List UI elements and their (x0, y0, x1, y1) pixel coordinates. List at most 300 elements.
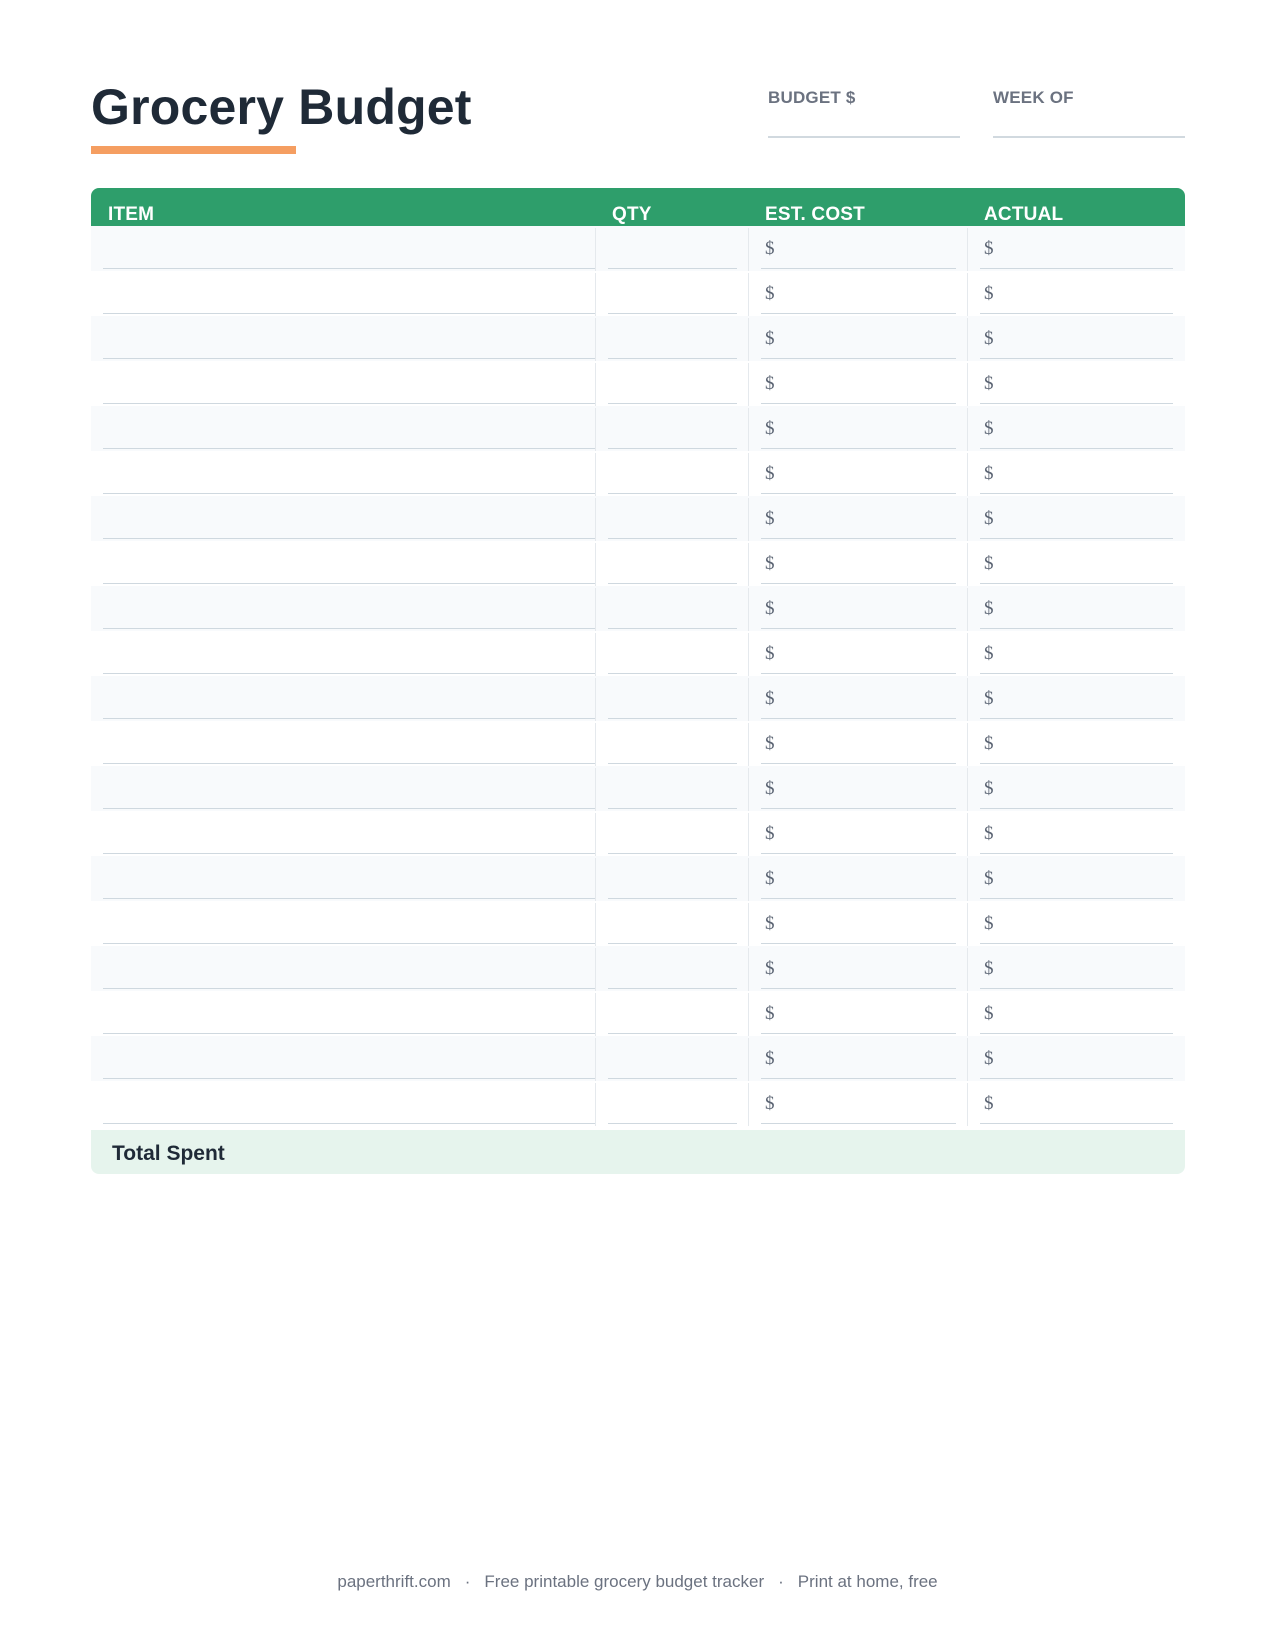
qty-cell[interactable] (595, 856, 748, 901)
column-divider (967, 363, 968, 406)
item-cell[interactable] (91, 406, 595, 451)
currency-symbol: $ (765, 733, 775, 754)
currency-symbol: $ (765, 688, 775, 709)
column-divider (967, 903, 968, 946)
actual-cell[interactable] (967, 856, 1185, 901)
item-input-line[interactable] (103, 853, 595, 855)
item-input-line[interactable] (103, 943, 595, 945)
qty-cell[interactable] (595, 541, 748, 586)
week-of-field[interactable] (993, 88, 1185, 108)
column-divider (595, 363, 596, 406)
currency-symbol: $ (765, 823, 775, 844)
qty-input-line[interactable] (608, 808, 737, 810)
currency-symbol: $ (765, 463, 775, 484)
column-divider (748, 768, 749, 811)
actual-cell[interactable] (967, 901, 1185, 946)
est-cost-input-line[interactable] (761, 1078, 956, 1080)
column-divider (595, 318, 596, 361)
est-cost-cell[interactable] (748, 496, 967, 541)
actual-cell[interactable] (967, 721, 1185, 766)
column-divider (967, 453, 968, 496)
est-cost-input-line[interactable] (761, 808, 956, 810)
actual-input-line[interactable] (980, 493, 1173, 495)
column-divider (748, 228, 749, 271)
footer (0, 1572, 1275, 1592)
table-row (91, 1081, 1185, 1126)
qty-input-line[interactable] (608, 538, 737, 540)
actual-cell[interactable] (967, 811, 1185, 856)
currency-symbol: $ (765, 418, 775, 439)
column-divider (748, 588, 749, 631)
currency-symbol: $ (984, 328, 994, 349)
actual-cell[interactable] (967, 406, 1185, 451)
actual-input-line[interactable] (980, 898, 1173, 900)
qty-cell[interactable] (595, 901, 748, 946)
currency-symbol: $ (984, 1093, 994, 1114)
item-input-line[interactable] (103, 1123, 595, 1125)
est-cost-cell[interactable] (748, 721, 967, 766)
column-divider (967, 228, 968, 271)
item-input-line[interactable] (103, 1078, 595, 1080)
currency-symbol: $ (984, 958, 994, 979)
item-input-line[interactable] (103, 898, 595, 900)
currency-symbol: $ (765, 1003, 775, 1024)
qty-cell[interactable] (595, 631, 748, 676)
item-cell[interactable] (91, 721, 595, 766)
currency-symbol: $ (765, 913, 775, 934)
est-cost-cell[interactable] (748, 316, 967, 361)
item-input-line[interactable] (103, 763, 595, 765)
column-divider (967, 633, 968, 676)
currency-symbol: $ (765, 283, 775, 304)
actual-cell[interactable] (967, 586, 1185, 631)
est-cost-input-line[interactable] (761, 268, 956, 270)
table-row (91, 991, 1185, 1036)
currency-symbol: $ (984, 778, 994, 799)
table-row (91, 496, 1185, 541)
item-cell[interactable] (91, 811, 595, 856)
currency-symbol: $ (984, 823, 994, 844)
est-cost-cell[interactable] (748, 226, 967, 271)
qty-cell[interactable] (595, 946, 748, 991)
est-cost-input-line[interactable] (761, 943, 956, 945)
actual-cell[interactable] (967, 316, 1185, 361)
qty-input-line[interactable] (608, 988, 737, 990)
table-row (91, 811, 1185, 856)
column-divider (967, 723, 968, 766)
column-divider (595, 633, 596, 676)
table-rows (91, 226, 1185, 1126)
est-cost-input-line[interactable] (761, 853, 956, 855)
est-cost-input-line[interactable] (761, 538, 956, 540)
item-cell[interactable] (91, 856, 595, 901)
actual-cell[interactable] (967, 226, 1185, 271)
qty-input-line[interactable] (608, 313, 737, 315)
column-divider (748, 363, 749, 406)
qty-cell[interactable] (595, 361, 748, 406)
qty-input-line[interactable] (608, 718, 737, 720)
currency-symbol: $ (765, 508, 775, 529)
item-cell[interactable] (91, 226, 595, 271)
currency-symbol: $ (984, 508, 994, 529)
column-divider (595, 408, 596, 451)
actual-cell[interactable] (967, 361, 1185, 406)
qty-cell[interactable] (595, 226, 748, 271)
column-divider (595, 453, 596, 496)
column-divider (967, 1083, 968, 1126)
est-cost-input-line[interactable] (761, 358, 956, 360)
column-divider (967, 768, 968, 811)
column-divider (748, 678, 749, 721)
actual-input-line[interactable] (980, 358, 1173, 360)
est-cost-cell[interactable] (748, 856, 967, 901)
column-divider (748, 633, 749, 676)
footer-description: Free printable grocery budget tracker (484, 1572, 765, 1591)
actual-input-line[interactable] (980, 268, 1173, 270)
column-divider (967, 1038, 968, 1081)
column-divider (967, 678, 968, 721)
column-divider (748, 993, 749, 1036)
title-accent-underline (91, 146, 296, 154)
column-header-item: ITEM (108, 204, 155, 225)
item-cell[interactable] (91, 631, 595, 676)
item-input-line[interactable] (103, 718, 595, 720)
est-cost-cell[interactable] (748, 766, 967, 811)
qty-cell[interactable] (595, 496, 748, 541)
est-cost-cell[interactable] (748, 991, 967, 1036)
column-divider (748, 543, 749, 586)
qty-input-line[interactable] (608, 898, 737, 900)
column-divider (967, 408, 968, 451)
table-row (91, 451, 1185, 496)
est-cost-cell[interactable] (748, 811, 967, 856)
est-cost-cell[interactable] (748, 586, 967, 631)
currency-symbol: $ (984, 733, 994, 754)
currency-symbol: $ (984, 373, 994, 394)
column-divider (748, 318, 749, 361)
column-divider (748, 723, 749, 766)
column-divider (967, 543, 968, 586)
est-cost-cell[interactable] (748, 676, 967, 721)
column-divider (967, 948, 968, 991)
est-cost-cell[interactable] (748, 631, 967, 676)
qty-cell[interactable] (595, 991, 748, 1036)
currency-symbol: $ (984, 643, 994, 664)
qty-input-line[interactable] (608, 1123, 737, 1125)
item-cell[interactable] (91, 361, 595, 406)
actual-cell[interactable] (967, 676, 1185, 721)
column-header-qty: QTY (612, 204, 652, 225)
table-row (91, 586, 1185, 631)
qty-cell[interactable] (595, 451, 748, 496)
footer-site: paperthrift.com (337, 1572, 451, 1591)
item-input-line[interactable] (103, 808, 595, 810)
actual-input-line[interactable] (980, 763, 1173, 765)
currency-symbol: $ (984, 1003, 994, 1024)
table-row (91, 226, 1185, 271)
qty-cell[interactable] (595, 316, 748, 361)
actual-input-line[interactable] (980, 538, 1173, 540)
table-row (91, 721, 1185, 766)
page-title: Grocery Budget (91, 79, 472, 135)
currency-symbol: $ (984, 868, 994, 889)
column-divider (967, 993, 968, 1036)
qty-input-line[interactable] (608, 403, 737, 405)
est-cost-cell[interactable] (748, 406, 967, 451)
item-cell[interactable] (91, 1081, 595, 1126)
table-row (91, 361, 1185, 406)
est-cost-cell[interactable] (748, 361, 967, 406)
column-divider (967, 858, 968, 901)
table-row (91, 631, 1185, 676)
column-divider (595, 273, 596, 316)
column-divider (595, 858, 596, 901)
currency-symbol: $ (765, 328, 775, 349)
item-input-line[interactable] (103, 403, 595, 405)
currency-symbol: $ (984, 598, 994, 619)
est-cost-input-line[interactable] (761, 403, 956, 405)
actual-cell[interactable] (967, 496, 1185, 541)
item-cell[interactable] (91, 991, 595, 1036)
item-input-line[interactable] (103, 628, 595, 630)
est-cost-input-line[interactable] (761, 898, 956, 900)
est-cost-cell[interactable] (748, 1081, 967, 1126)
column-divider (595, 588, 596, 631)
table-header (91, 188, 1185, 226)
column-divider (748, 903, 749, 946)
item-input-line[interactable] (103, 313, 595, 315)
actual-cell[interactable] (967, 271, 1185, 316)
column-header-est-cost: EST. COST (765, 204, 865, 225)
actual-input-line[interactable] (980, 853, 1173, 855)
actual-input-line[interactable] (980, 313, 1173, 315)
qty-cell[interactable] (595, 406, 748, 451)
item-input-line[interactable] (103, 358, 595, 360)
week-of-input-line[interactable] (993, 136, 1185, 138)
column-divider (967, 273, 968, 316)
currency-symbol: $ (765, 868, 775, 889)
qty-input-line[interactable] (608, 943, 737, 945)
actual-input-line[interactable] (980, 1078, 1173, 1080)
column-divider (748, 453, 749, 496)
currency-symbol: $ (765, 1093, 775, 1114)
column-divider (595, 678, 596, 721)
column-divider (967, 318, 968, 361)
actual-cell[interactable] (967, 541, 1185, 586)
total-spent-bar (91, 1130, 1185, 1174)
currency-symbol: $ (765, 643, 775, 664)
budget-field[interactable] (768, 88, 960, 108)
est-cost-cell[interactable] (748, 451, 967, 496)
qty-cell[interactable] (595, 766, 748, 811)
est-cost-input-line[interactable] (761, 493, 956, 495)
est-cost-input-line[interactable] (761, 673, 956, 675)
est-cost-cell[interactable] (748, 271, 967, 316)
column-divider (595, 768, 596, 811)
qty-input-line[interactable] (608, 1078, 737, 1080)
est-cost-input-line[interactable] (761, 583, 956, 585)
column-divider (748, 813, 749, 856)
est-cost-input-line[interactable] (761, 763, 956, 765)
actual-input-line[interactable] (980, 718, 1173, 720)
qty-cell[interactable] (595, 1081, 748, 1126)
currency-symbol: $ (984, 463, 994, 484)
actual-cell[interactable] (967, 1036, 1185, 1081)
est-cost-input-line[interactable] (761, 1033, 956, 1035)
column-divider (595, 813, 596, 856)
actual-cell[interactable] (967, 991, 1185, 1036)
qty-input-line[interactable] (608, 853, 737, 855)
column-divider (595, 903, 596, 946)
item-input-line[interactable] (103, 1033, 595, 1035)
item-input-line[interactable] (103, 448, 595, 450)
item-cell[interactable] (91, 496, 595, 541)
item-input-line[interactable] (103, 268, 595, 270)
currency-symbol: $ (984, 913, 994, 934)
column-divider (748, 408, 749, 451)
item-input-line[interactable] (103, 538, 595, 540)
qty-cell[interactable] (595, 586, 748, 631)
column-divider (595, 228, 596, 271)
est-cost-cell[interactable] (748, 946, 967, 991)
qty-input-line[interactable] (608, 358, 737, 360)
item-cell[interactable] (91, 271, 595, 316)
actual-input-line[interactable] (980, 943, 1173, 945)
actual-cell[interactable] (967, 766, 1185, 811)
column-divider (748, 273, 749, 316)
qty-cell[interactable] (595, 676, 748, 721)
qty-cell[interactable] (595, 721, 748, 766)
est-cost-cell[interactable] (748, 541, 967, 586)
item-input-line[interactable] (103, 493, 595, 495)
grocery-table (91, 188, 1185, 1174)
currency-symbol: $ (765, 1048, 775, 1069)
actual-cell[interactable] (967, 946, 1185, 991)
est-cost-input-line[interactable] (761, 448, 956, 450)
est-cost-cell[interactable] (748, 1036, 967, 1081)
table-row (91, 946, 1185, 991)
currency-symbol: $ (765, 373, 775, 394)
qty-cell[interactable] (595, 271, 748, 316)
column-divider (595, 948, 596, 991)
qty-input-line[interactable] (608, 1033, 737, 1035)
table-row (91, 316, 1185, 361)
actual-cell[interactable] (967, 451, 1185, 496)
item-cell[interactable] (91, 901, 595, 946)
qty-cell[interactable] (595, 1036, 748, 1081)
column-divider (595, 543, 596, 586)
budget-label: BUDGET $ (768, 88, 856, 107)
actual-input-line[interactable] (980, 628, 1173, 630)
currency-symbol: $ (765, 958, 775, 979)
qty-input-line[interactable] (608, 493, 737, 495)
item-cell[interactable] (91, 1036, 595, 1081)
table-row (91, 541, 1185, 586)
currency-symbol: $ (984, 553, 994, 574)
column-divider (595, 498, 596, 541)
est-cost-input-line[interactable] (761, 1123, 956, 1125)
actual-input-line[interactable] (980, 673, 1173, 675)
currency-symbol: $ (765, 553, 775, 574)
item-cell[interactable] (91, 541, 595, 586)
footer-separator: · (464, 1572, 471, 1591)
qty-cell[interactable] (595, 811, 748, 856)
column-divider (967, 813, 968, 856)
table-row (91, 406, 1185, 451)
item-input-line[interactable] (103, 673, 595, 675)
qty-input-line[interactable] (608, 673, 737, 675)
qty-input-line[interactable] (608, 268, 737, 270)
currency-symbol: $ (984, 238, 994, 259)
est-cost-input-line[interactable] (761, 313, 956, 315)
est-cost-input-line[interactable] (761, 628, 956, 630)
item-cell[interactable] (91, 676, 595, 721)
actual-input-line[interactable] (980, 448, 1173, 450)
currency-symbol: $ (984, 283, 994, 304)
item-cell[interactable] (91, 316, 595, 361)
week-of-label: WEEK OF (993, 88, 1074, 107)
item-input-line[interactable] (103, 988, 595, 990)
qty-input-line[interactable] (608, 448, 737, 450)
currency-symbol: $ (765, 598, 775, 619)
actual-input-line[interactable] (980, 403, 1173, 405)
budget-input-line[interactable] (768, 136, 960, 138)
actual-input-line[interactable] (980, 583, 1173, 585)
actual-cell[interactable] (967, 631, 1185, 676)
currency-symbol: $ (765, 778, 775, 799)
column-divider (595, 993, 596, 1036)
column-divider (595, 1083, 596, 1126)
table-row (91, 1036, 1185, 1081)
item-cell[interactable] (91, 946, 595, 991)
currency-symbol: $ (984, 688, 994, 709)
table-row (91, 271, 1185, 316)
est-cost-cell[interactable] (748, 901, 967, 946)
est-cost-input-line[interactable] (761, 718, 956, 720)
item-input-line[interactable] (103, 583, 595, 585)
currency-symbol: $ (765, 238, 775, 259)
qty-input-line[interactable] (608, 583, 737, 585)
actual-input-line[interactable] (980, 808, 1173, 810)
column-divider (748, 498, 749, 541)
item-cell[interactable] (91, 451, 595, 496)
table-row (91, 676, 1185, 721)
currency-symbol: $ (984, 418, 994, 439)
column-divider (748, 858, 749, 901)
item-cell[interactable] (91, 586, 595, 631)
column-divider (748, 948, 749, 991)
column-header-actual: ACTUAL (984, 204, 1064, 225)
item-cell[interactable] (91, 766, 595, 811)
actual-input-line[interactable] (980, 1033, 1173, 1035)
actual-input-line[interactable] (980, 988, 1173, 990)
est-cost-input-line[interactable] (761, 988, 956, 990)
table-row (91, 901, 1185, 946)
total-spent-label: Total Spent (112, 1142, 225, 1165)
column-divider (595, 723, 596, 766)
actual-cell[interactable] (967, 1081, 1185, 1126)
column-divider (595, 1038, 596, 1081)
qty-input-line[interactable] (608, 763, 737, 765)
actual-input-line[interactable] (980, 1123, 1173, 1125)
footer-tagline: Print at home, free (797, 1572, 938, 1591)
column-divider (967, 588, 968, 631)
column-divider (748, 1038, 749, 1081)
qty-input-line[interactable] (608, 628, 737, 630)
footer-separator: · (778, 1572, 784, 1591)
column-divider (967, 498, 968, 541)
currency-symbol: $ (984, 1048, 994, 1069)
